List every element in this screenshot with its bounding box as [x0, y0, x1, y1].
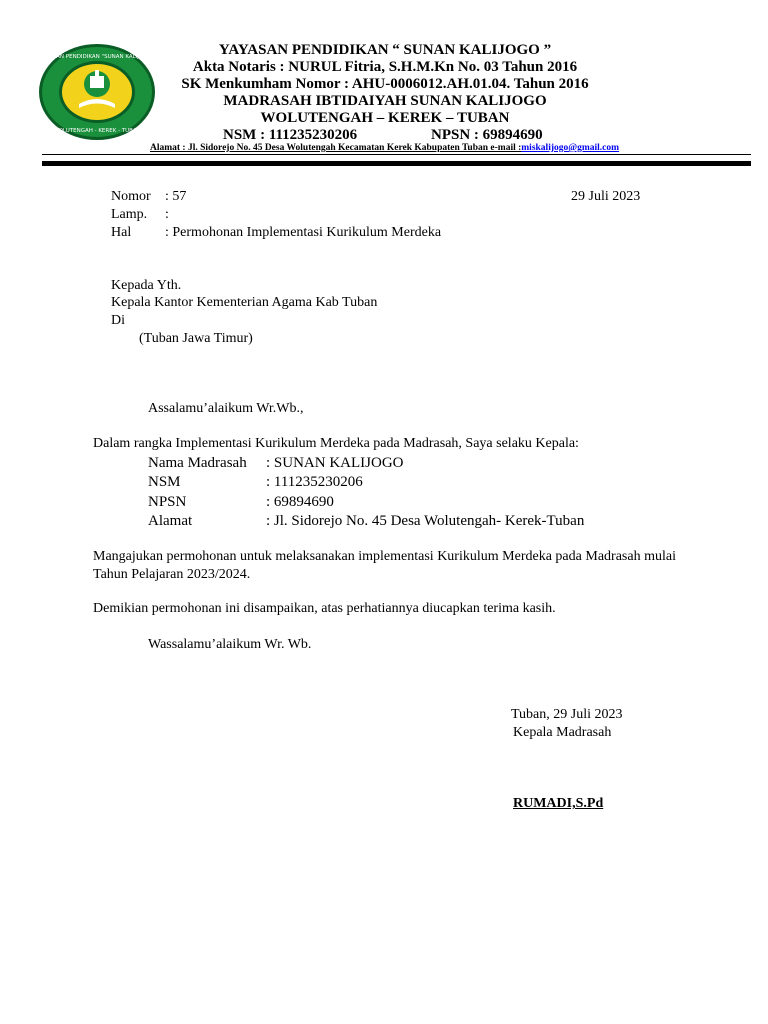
header-nsm: NSM : 111235230206 [223, 127, 358, 143]
nomor-value: : 57 [165, 189, 187, 204]
lamp-label: Lamp. [111, 207, 148, 222]
signature-name: RUMADI,S.Pd [513, 796, 604, 811]
school-emblem-icon [37, 42, 157, 142]
detail-value-nsm: : 111235230206 [266, 474, 363, 490]
recipient-line-2: Kepala Kantor Kementerian Agama Kab Tuban [111, 295, 378, 310]
detail-label-address: Alamat [148, 513, 193, 529]
recipient-line-4: (Tuban Jawa Timur) [139, 331, 253, 346]
nomor-label: Nomor [111, 189, 151, 204]
sk-info: SK Menkumham Nomor : AHU-0006012.AH.01.04. Tahun 2016 [181, 76, 589, 92]
detail-label-school: Nama Madrasah [148, 455, 247, 471]
recipient-line-1: Kepada Yth. [111, 278, 182, 293]
detail-value-npsn: : 69894690 [266, 494, 334, 510]
foundation-name: YAYASAN PENDIDIKAN “ SUNAN KALIJOGO ” [218, 42, 552, 58]
logo-bottom-text: WOLUTENGAH - KEREK - TUBAN [53, 128, 141, 134]
email-link[interactable]: miskalijogo@gmail.com [521, 143, 620, 153]
hal-label: Hal [111, 225, 132, 240]
detail-value-address: : Jl. Sidorejo No. 45 Desa Wolutengah- Kerek-Tuban [266, 513, 585, 529]
lamp-value: : [165, 207, 169, 222]
detail-label-nsm: NSM [148, 474, 181, 490]
intro-text: Dalam rangka Implementasi Kurikulum Merdeka pada Madrasah, Saya selaku Kepala: [93, 436, 579, 451]
address-text: Alamat : Jl. Sidorejo No. 45 Desa Wolutengah Kecamatan Kerek Kabupaten Tuban e-mail : [149, 143, 522, 153]
school-address [42, 143, 727, 153]
signature-place-date: Tuban, 29 Juli 2023 [511, 707, 623, 722]
logo-top-text: YAYASAN PENDIDIKAN "SUNAN KALIJOGO" [39, 54, 155, 60]
header-npsn: NPSN : 69894690 [431, 127, 543, 143]
signature-position: Kepala Madrasah [513, 725, 612, 740]
closing-text: Demikian permohonan ini disampaikan, atas perhatiannya diucapkan terima kasih. [93, 601, 556, 616]
school-name: MADRASAH IBTIDAIYAH SUNAN KALIJOGO [223, 93, 547, 109]
greeting: Assalamu’alaikum Wr.Wb., [148, 401, 304, 416]
detail-label-npsn: NPSN [148, 494, 187, 510]
school-location: WOLUTENGAH – KEREK – TUBAN [260, 110, 510, 126]
detail-value-school: : SUNAN KALIJOGO [266, 455, 404, 471]
header-divider-thick [42, 161, 751, 166]
notary-info: Akta Notaris : NURUL Fitria, S.H.M.Kn No. 03 Tahun 2016 [192, 59, 578, 75]
recipient-line-3: Di [111, 313, 125, 328]
letter-date: 29 Juli 2023 [571, 189, 641, 204]
closing-greeting: Wassalamu’alaikum Wr. Wb. [148, 637, 312, 652]
header-divider-thin [42, 154, 751, 155]
school-logo [37, 42, 157, 142]
hal-value: : Permohonan Implementasi Kurikulum Merdeka [165, 225, 442, 240]
request-paragraph: Mangajukan permohonan untuk melaksanakan implementasi Kurikulum Merdeka pada Madrasah mulai Tahun Pelajaran 2023/2024. [93, 549, 676, 582]
